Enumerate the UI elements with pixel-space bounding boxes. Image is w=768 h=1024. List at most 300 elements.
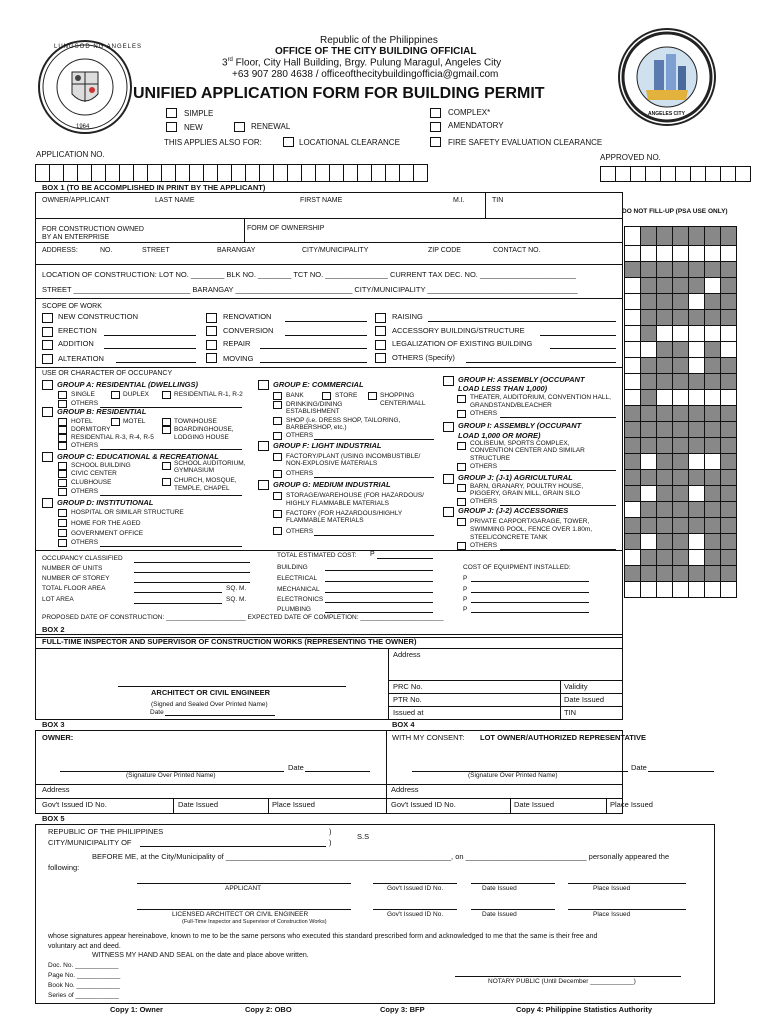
psa-grid-cell [625,566,641,582]
psa-grid-cell [657,550,673,566]
group-b-checkbox[interactable] [42,407,53,417]
res-r1-label: RESIDENTIAL R-1, R-2 [174,391,243,398]
group-e-label: GROUP E: COMMERCIAL [273,380,364,389]
lot-area-sqm: SQ. M. [226,596,247,603]
psa-grid-row [625,326,737,342]
psa-grid-cell [689,342,705,358]
owner-applicant-label: OWNER/APPLICANT [42,197,110,204]
auditorium-checkbox[interactable] [162,462,171,470]
accessory-label: ACCESSORY BUILDING/STRUCTURE [392,326,525,335]
approved-no-boxes[interactable] [600,166,751,182]
psa-grid-cell [689,454,705,470]
box3-sig-label: (Signature Over Printed Name) [126,772,216,779]
psa-grid-row [625,454,737,470]
psa-grid-cell [721,374,737,390]
others-specify-checkbox[interactable] [375,353,386,363]
box5-govt-id-1: Gov't Issued ID No. [387,885,444,892]
psa-grid-cell [689,374,705,390]
psa-grid-cell [625,454,641,470]
location-line-1: LOCATION OF CONSTRUCTION: LOT NO. ________ BLK NO. ________ TCT NO. _______________ CURRENT TAX DEC. NO. _______________________ [42,270,576,279]
psa-grid-cell [625,502,641,518]
factory-hazard-checkbox[interactable] [273,510,282,518]
townhouse-label: TOWNHOUSE [174,418,217,425]
psa-grid-cell [673,246,689,262]
civic-label: CIVIC CENTER [71,470,117,477]
psa-grid-cell [705,582,721,598]
psa-grid-row [625,262,737,278]
alteration-checkbox[interactable] [42,354,53,364]
psa-grid-cell [657,262,673,278]
group-i-others-checkbox[interactable] [457,463,466,471]
psa-grid-cell [625,262,641,278]
psa-grid-cell [641,518,657,534]
psa-grid-cell [641,262,657,278]
carport-checkbox[interactable] [457,518,466,526]
psa-grid-cell [673,262,689,278]
psa-grid-cell [657,278,673,294]
group-f-label: GROUP F: LIGHT INDUSTRIAL [273,441,382,450]
psa-grid-cell [673,406,689,422]
single-checkbox[interactable] [58,391,67,399]
address-street-label: STREET [142,247,170,254]
group-d-checkbox[interactable] [42,498,53,508]
psa-grid-cell [625,550,641,566]
bank-checkbox[interactable] [273,392,282,400]
psa-grid-cell [721,534,737,550]
duplex-checkbox[interactable] [111,391,120,399]
group-c-others-label: OTHERS [71,488,99,495]
psa-grid-row [625,390,737,406]
townhouse-checkbox[interactable] [162,418,171,426]
conversion-label: CONVERSION [223,326,274,335]
group-j2-others-label: OTHERS [470,542,498,549]
psa-grid-cell [689,470,705,486]
tin-label: TIN [492,197,504,204]
civic-checkbox[interactable] [58,470,67,478]
psa-grid-cell [705,310,721,326]
psa-grid-cell [625,246,641,262]
psa-grid-cell [673,470,689,486]
res-r3-label: RESIDENTIAL R-3, R-4, R-5 [71,434,154,441]
psa-grid-cell [657,422,673,438]
group-i-checkbox[interactable] [443,422,454,432]
factory-hazard-label: FACTORY (FOR HAZARDOUS/HIGHLY [286,510,403,517]
owner-label: OWNER: [42,733,74,742]
psa-grid-cell [721,406,737,422]
psa-grid-cell [657,294,673,310]
first-name-label: FIRST NAME [300,197,343,204]
psa-grid-cell [657,310,673,326]
box2-address-label: Address [393,650,421,659]
psa-grid-cell [673,390,689,406]
psa-grid-row [625,374,737,390]
simple-checkbox[interactable] [166,108,177,118]
address-barangay-label: BARANGAY [217,247,256,254]
psa-grid-row [625,502,737,518]
renewal-checkbox[interactable] [234,122,245,132]
box1-title: BOX 1 (TO BE ACCOMPLISHED IN PRINT BY THE APPLICANT) [42,183,266,192]
group-d-label: GROUP D: INSTITUTIONAL [57,498,154,507]
factory-plant-checkbox[interactable] [273,453,282,461]
group-j2-checkbox[interactable] [443,507,454,517]
box4-sig-label: (Signature Over Printed Name) [468,772,558,779]
storage-checkbox[interactable] [273,492,282,500]
single-label: SINGLE [71,391,95,398]
use-title: USE OR CHARACTER OF OCCUPANCY [42,370,173,377]
locational-checkbox[interactable] [283,137,294,147]
psa-grid-cell [689,246,705,262]
auditorium-label: SCHOOL AUDITORIUM, [174,460,246,467]
group-h-checkbox[interactable] [443,376,454,386]
following-label: following: [48,863,80,872]
psa-grid-cell [673,310,689,326]
total-cost-peso: P [370,551,375,558]
notary-label: NOTARY PUBLIC (Until December ____________) [488,978,636,985]
clubhouse-checkbox[interactable] [58,479,67,487]
psa-grid-cell [705,566,721,582]
conversion-checkbox[interactable] [206,326,217,336]
validity-label: Validity [564,682,588,691]
psa-grid-row [625,534,737,550]
group-b-others-checkbox[interactable] [58,442,67,450]
psa-grid-cell [689,502,705,518]
psa-grid-cell [657,534,673,550]
applicant-label: APPLICANT [225,885,262,892]
hospital-checkbox[interactable] [58,509,67,517]
psa-grid-cell [689,294,705,310]
application-no-boxes[interactable] [35,164,428,182]
copy-3: Copy 3: BFP [380,1005,425,1014]
res-r1-checkbox[interactable] [162,391,171,399]
psa-grid-cell [705,326,721,342]
new-construction-label: NEW CONSTRUCTION [58,312,138,321]
psa-grid-cell [625,326,641,342]
witness-text: WITNESS MY HAND AND SEAL on the date and place above written. [92,952,309,959]
psa-grid-cell [721,342,737,358]
psa-grid-cell [721,502,737,518]
psa-grid-cell [641,566,657,582]
renovation-checkbox[interactable] [206,313,217,323]
fire-safety-checkbox[interactable] [430,137,441,147]
bank-label: BANK [286,392,304,399]
group-a-checkbox[interactable] [42,380,53,390]
psa-grid-cell [657,390,673,406]
renewal-label: RENEWAL [251,122,291,131]
group-h-label-2: LOAD LESS THAN 1,000) [458,384,548,393]
boarding-checkbox[interactable] [162,426,171,434]
group-c-others-checkbox[interactable] [58,488,67,496]
box2-title: FULL-TIME INSPECTOR AND SUPERVISOR OF CONSTRUCTION WORKS (REPRESENTING THE OWNER) [42,637,417,646]
dormitory-checkbox[interactable] [58,426,67,434]
psa-grid-row [625,518,737,534]
group-j1-others-checkbox[interactable] [457,498,466,506]
psa-grid-cell [705,486,721,502]
psa-grid-cell [689,390,705,406]
amendatory-checkbox[interactable] [430,122,441,132]
shopping-checkbox[interactable] [368,392,377,400]
psa-grid-cell [689,422,705,438]
box2-tin-label: TIN [564,708,577,717]
right-seal-city: ANGELES CITY [648,111,685,117]
applies-also-label: THIS APPLIES ALSO FOR: [164,138,262,147]
psa-grid-cell [673,486,689,502]
group-f-others-checkbox[interactable] [273,470,282,478]
scope-title: SCOPE OF WORK [42,303,102,310]
motel-checkbox[interactable] [111,418,120,426]
psa-grid-cell [625,438,641,454]
moving-label: MOVING [223,354,254,363]
psa-grid-cell [705,294,721,310]
psa-grid-cell [625,582,641,598]
group-j2-others-checkbox[interactable] [457,542,466,550]
psa-grid-cell [673,502,689,518]
box4-govt-id-label: Gov't Issued ID No. [391,800,456,809]
box4-date-issued-label: Date Issued [514,800,555,809]
shop-checkbox[interactable] [273,417,282,425]
lot-area-label: LOT AREA [42,596,74,603]
address-zip-label: ZIP CODE [428,247,461,254]
box2-frame [35,634,623,720]
group-h-others-label: OTHERS [470,410,498,417]
hospital-label: HOSPITAL OR SIMILAR STRUCTURE [71,509,184,516]
church-checkbox[interactable] [162,478,171,486]
box5-govt-id-2: Gov't Issued ID No. [387,911,444,918]
complex-checkbox[interactable] [430,108,441,118]
psa-grid-cell [705,550,721,566]
psa-grid-cell [705,227,721,246]
psa-grid-cell [705,358,721,374]
church-label: CHURCH, MOSQUE, [174,477,237,484]
psa-grid-cell [657,358,673,374]
psa-grid-cell [689,438,705,454]
raising-checkbox[interactable] [375,313,386,323]
total-cost-label: TOTAL ESTIMATED COST: [277,552,357,559]
complex-label: COMPLEX* [448,108,491,117]
group-i-label-2: LOAD 1,000 OR MORE) [458,431,541,440]
psa-grid-cell [673,550,689,566]
location-line-2: STREET ____________________________ BARANGAY ____________________________ CITY/MUNICIPALITY ____________________________________ [42,285,578,294]
psa-grid-cell [641,390,657,406]
psa-grid-cell [641,342,657,358]
piggery-label: PIGGERY, GRAIN MILL, GRAIN SILO [470,490,580,497]
group-g-others-checkbox[interactable] [273,527,282,535]
psa-grid-cell [625,518,641,534]
psa-grid-cell [705,518,721,534]
psa-grid-row [625,470,737,486]
psa-grid-row [625,246,737,262]
group-d-others-checkbox[interactable] [58,539,67,547]
legalization-label: LEGALIZATION OF EXISTING BUILDING [392,339,533,348]
group-c-checkbox[interactable] [42,452,53,462]
addition-checkbox[interactable] [42,340,53,350]
psa-grid-cell [641,422,657,438]
psa-grid-cell [721,486,737,502]
boarding-label: BOARDINGHOUSE, [174,426,234,433]
new-label: NEW [184,123,203,132]
psa-grid-cell [689,518,705,534]
theater-checkbox[interactable] [457,395,466,403]
dining-label: DRINKING/DINING [286,401,343,408]
coliseum-checkbox[interactable] [457,442,466,450]
psa-grid-cell [625,227,641,246]
psa-grid-cell [673,534,689,550]
psa-grid-cell [641,310,657,326]
psa-grid-cell [657,438,673,454]
gov-office-checkbox[interactable] [58,529,67,537]
school-label: SCHOOL BUILDING [71,462,131,469]
barn-checkbox[interactable] [457,484,466,492]
psa-grid-row [625,422,737,438]
psa-grid-cell [641,278,657,294]
gov-office-label: GOVERNMENT OFFICE [71,530,144,537]
psa-grid-cell [657,326,673,342]
psa-grid-row [625,486,737,502]
res-r3-checkbox[interactable] [58,434,67,442]
psa-grid-cell [705,534,721,550]
convention-label: CONVENTION CENTER AND SIMILAR [470,447,585,454]
box5-date-issued-2: Date Issued [482,911,517,918]
copy-1: Copy 1: Owner [110,1005,163,1014]
psa-grid-cell [721,278,737,294]
psa-grid-cell [625,374,641,390]
psa-grid-cell [657,246,673,262]
home-aged-label: HOME FOR THE AGED [71,520,141,527]
box5-date-issued-1: Date Issued [482,885,517,892]
page-no: Page No. ____________ [48,972,121,979]
store-checkbox[interactable] [322,392,331,400]
accessory-checkbox[interactable] [375,326,386,336]
psa-grid-row [625,582,737,598]
psa-grid-cell [657,227,673,246]
group-j2-label: GROUP J: (J-2) ACCESSORIES [458,506,569,515]
psa-grid-row [625,358,737,374]
school-checkbox[interactable] [58,462,67,470]
form-ownership-label: FORM OF OWNERSHIP [247,225,325,232]
equip-peso-4: P [463,606,468,613]
raising-label: RAISING [392,312,423,321]
psa-grid-cell [705,374,721,390]
whose-text: whose signatures appear hereinabove, known to me to be the same persons who executed this standard prescribed form and acknowledged to me that the same is their free and [48,933,598,940]
architect-label: ARCHITECT OR CIVIL ENGINEER [151,688,271,697]
psa-grid-cell [721,566,737,582]
units-label: NUMBER OF UNITS [42,565,103,572]
shop-label: SHOP (i.e. DRESS SHOP, TAILORING, [286,417,401,424]
tank-label: STEEL/CONCRETE TANK [470,534,548,541]
group-a-others-label: OTHERS [71,400,99,407]
copy-2: Copy 2: OBO [245,1005,292,1014]
psa-grid-cell [625,278,641,294]
psa-grid-cell [657,486,673,502]
new-construction-checkbox[interactable] [42,313,53,323]
moving-checkbox[interactable] [206,353,217,363]
psa-grid-cell [641,550,657,566]
renovation-label: RENOVATION [223,312,272,321]
psa-grid-row [625,278,737,294]
box2-date-issued-label: Date Issued [564,695,605,704]
psa-grid-cell [721,518,737,534]
address-contact-label: CONTACT NO. [493,247,541,254]
consent-label: WITH MY CONSENT: [392,733,465,742]
group-h-label: GROUP H: ASSEMBLY (OCCUPANT [458,375,585,384]
psa-grid-cell [689,326,705,342]
legalization-checkbox[interactable] [375,340,386,350]
address-no-label: NO. [100,247,113,254]
group-i-label: GROUP I: ASSEMBLY (OCCUPANT [458,421,582,430]
erection-checkbox[interactable] [42,327,53,337]
psa-grid-cell [721,358,737,374]
locational-label: LOCATIONAL CLEARANCE [299,138,400,147]
psa-grid-cell [657,342,673,358]
group-j1-checkbox[interactable] [443,474,454,484]
dining-checkbox[interactable] [273,401,282,409]
psa-grid-cell [721,310,737,326]
psa-grid-cell [625,294,641,310]
signed-sealed-label: (Signed and Sealed Over Printed Name) [151,701,268,708]
issued-at-label: Issued at [393,708,424,717]
repair-checkbox[interactable] [206,340,217,350]
group-j1-others-label: OTHERS [470,498,498,505]
equip-peso-2: P [463,586,468,593]
equip-peso-3: P [463,596,468,603]
storey-label: NUMBER OF STOREY [42,575,110,582]
book-no: Book No. ____________ [48,982,120,989]
building-label: BUILDING [277,564,308,571]
electronics-label: ELECTRONICS [277,596,324,603]
psa-grid-cell [705,342,721,358]
group-e-others-checkbox[interactable] [273,432,282,440]
group-g-checkbox[interactable] [258,480,269,490]
ss-label: S.S [357,832,370,841]
psa-grid-row [625,294,737,310]
psa-grid-cell [673,566,689,582]
group-f-checkbox[interactable] [258,441,269,451]
psa-grid-cell [641,438,657,454]
group-e-others-label: OTHERS [286,432,314,439]
new-checkbox[interactable] [166,122,177,132]
do-not-fill-label: DO NOT FILL-UP (PSA USE ONLY) [622,208,728,215]
psa-grid-cell [673,454,689,470]
psa-grid-cell [657,566,673,582]
fire-safety-label: FIRE SAFETY EVALUATION CLEARANCE [448,138,603,147]
psa-grid-cell [641,470,657,486]
psa-grid-cell [641,294,657,310]
structure-label: STRUCTURE [470,455,511,462]
psa-grid-cell [689,406,705,422]
psa-grid-cell [657,374,673,390]
psa-grid-cell [689,582,705,598]
psa-grid-cell [689,534,705,550]
psa-grid-cell [689,227,705,246]
paren-2: ) [329,838,332,847]
left-seal-year: 1964 [76,124,90,130]
plumbing-label: PLUMBING [277,606,311,613]
psa-grid-cell [705,470,721,486]
group-e-checkbox[interactable] [258,380,269,390]
ptr-label: PTR No. [393,695,422,704]
non-explosive-label: NON-EXPLOSIVE MATERIALS [286,460,378,467]
psa-grid-cell [721,246,737,262]
psa-grid-row [625,342,737,358]
application-no-label: APPLICATION NO. [36,150,105,159]
psa-grid-row [625,566,737,582]
hotel-checkbox[interactable] [58,418,67,426]
psa-grid-cell [705,390,721,406]
alteration-label: ALTERATION [58,354,104,363]
psa-grid-cell [721,227,737,246]
home-aged-checkbox[interactable] [58,519,67,527]
group-f-others-label: OTHERS [286,470,314,477]
group-h-others-checkbox[interactable] [457,410,466,418]
